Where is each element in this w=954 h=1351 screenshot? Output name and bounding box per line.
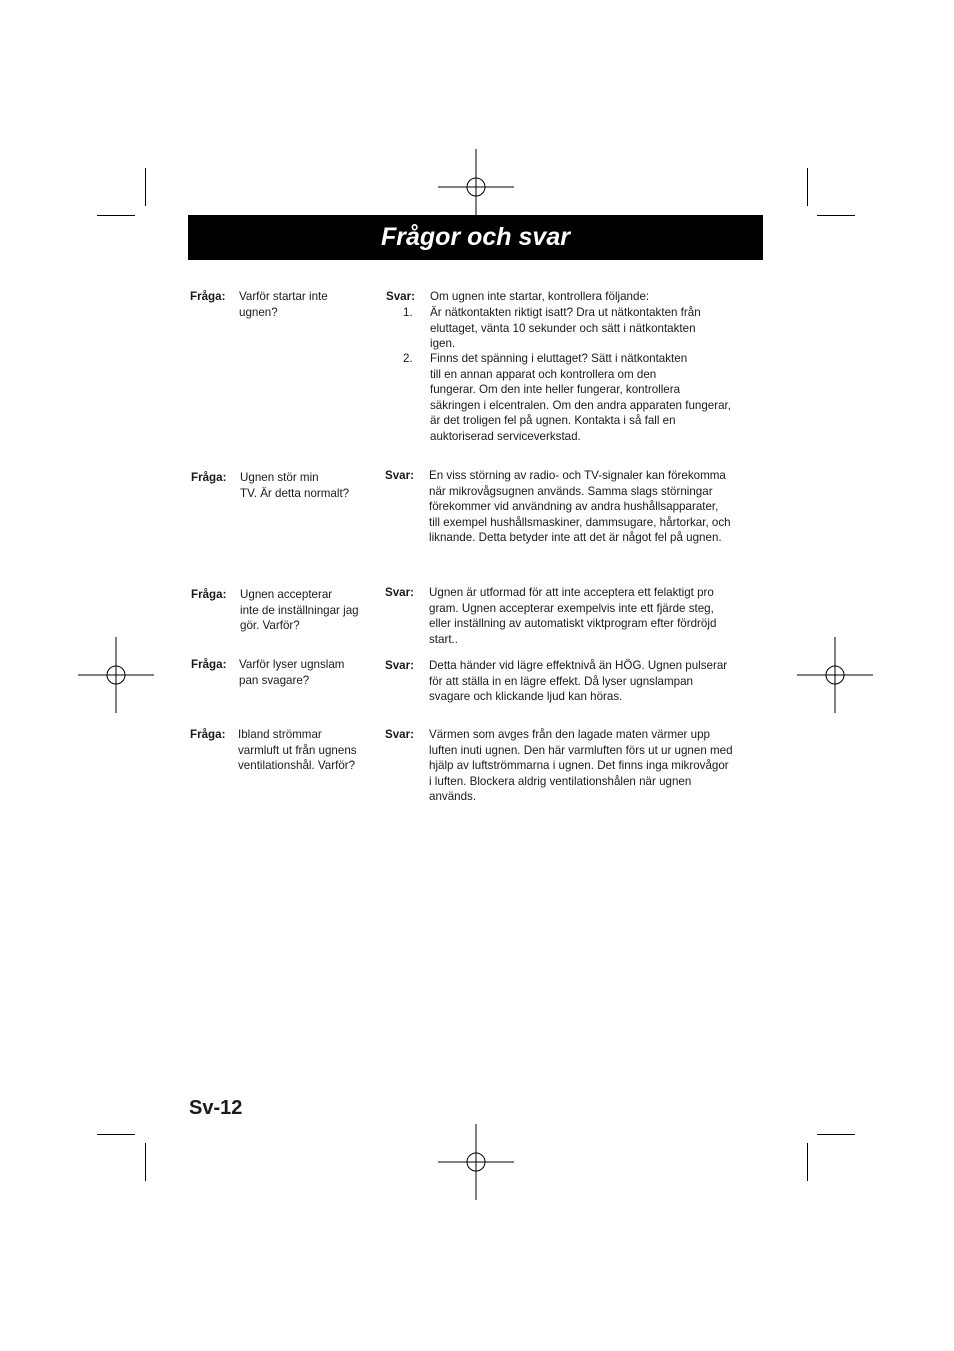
page-title: Frågor och svar: [381, 223, 570, 251]
question-text: Varför lyser ugnslam pan svagare?: [239, 658, 345, 687]
answer-text: En viss störning av radio- och TV-signaler kan förekomma när mikrovågsugnen används. Samma slags störningar förekommer vid användning av andra hushållsapparater, till exempel hushållsmaskiner, dammsugare, hårtorkar, och liknande. Detta betyder inte att det är något fel på ugnen.: [429, 469, 731, 545]
answer-text: Detta händer vid lägre effektnivå än HÖG. Ugnen pulserar för att ställa in en lägre effekt. Då lyser ugnslampan svagare och klickande ljud kan höras.: [429, 659, 728, 704]
answer-intro: Om ugnen inte startar, kontrollera följande:: [430, 290, 650, 303]
answer-item-text: Är nätkontakten riktigt isatt? Dra ut nätkontakten från eluttaget, vänta 10 sekunder och sätt i nätkontakten igen.: [430, 306, 701, 351]
question-label: Fråga:: [190, 290, 226, 303]
registration-mark-top-icon: [438, 149, 514, 225]
answer-label: Svar:: [385, 728, 415, 741]
answer-text: Värmen som avges från den lagade maten värmer upp luften inuti ugnen. Den här varmluften förs ut ur ugnen med hjälp av luftströmmarna i ugnen. Det finns inga mikrovågor i luften. Blockera aldrig ventilationshålen när ugnen används.: [429, 728, 733, 804]
crop-mark-top-right-horizontal: [817, 215, 855, 216]
answer-label: Svar:: [385, 659, 415, 672]
question-text: Varför startar inte ugnen?: [239, 290, 328, 319]
registration-mark-bottom-icon: [438, 1124, 514, 1200]
crop-mark-top-right-vertical: [807, 168, 808, 206]
question-label: Fråga:: [191, 588, 227, 601]
crop-mark-top-left-vertical: [145, 168, 146, 206]
answer-label: Svar:: [386, 290, 416, 303]
registration-mark-right-icon: [797, 637, 873, 713]
title-bar: [188, 215, 763, 260]
question-text: Ugnen accepterar inte de inställningar jag gör. Varför?: [240, 588, 359, 633]
answer-label: Svar:: [385, 469, 415, 482]
crop-mark-bottom-right-vertical: [807, 1143, 808, 1181]
crop-mark-bottom-right-horizontal: [817, 1134, 855, 1135]
page-number: Sv-12: [189, 1097, 243, 1119]
answer-label: Svar:: [385, 586, 415, 599]
crop-mark-bottom-left-horizontal: [97, 1134, 135, 1135]
question-text: Ugnen stör min TV. Är detta normalt?: [240, 471, 350, 500]
answer-item-number: 1.: [403, 306, 413, 319]
question-text: Ibland strömmar varmluft ut från ugnens ventilationshål. Varför?: [238, 728, 357, 773]
question-label: Fråga:: [190, 728, 226, 741]
question-label: Fråga:: [191, 471, 227, 484]
question-label: Fråga:: [191, 658, 227, 671]
crop-mark-bottom-left-vertical: [145, 1143, 146, 1181]
answer-item-text: Finns det spänning i eluttaget? Sätt i nätkontakten till en annan apparat och kontrollera om den fungerar. Om den inte heller fungerar, kontrollera säkringen i elcentralen. Om den andra apparaten fungerar, är det troligen fel på ugnen. Kontakta i så fall en auktoriserad serviceverkstad.: [430, 352, 731, 443]
answer-text: Ugnen är utformad för att inte acceptera ett felaktigt pro gram. Ugnen accepterar exempelvis inte ett fjärde steg, eller inställning av automatiskt viktprogram efter fördröjd start..: [429, 586, 717, 646]
answer-item-number: 2.: [403, 352, 413, 365]
registration-mark-left-icon: [78, 637, 154, 713]
crop-mark-top-left-horizontal: [97, 215, 135, 216]
